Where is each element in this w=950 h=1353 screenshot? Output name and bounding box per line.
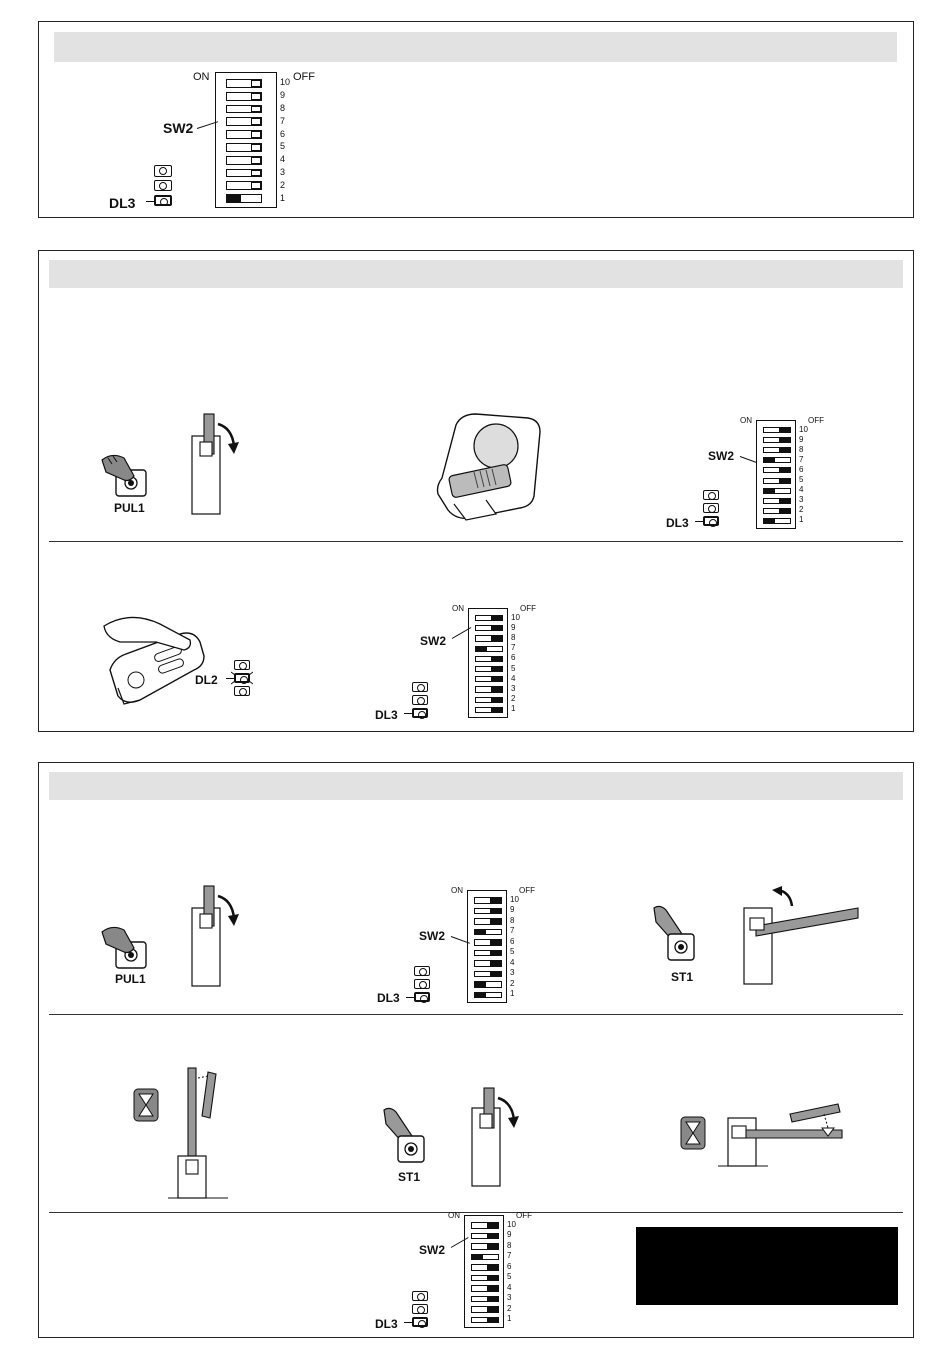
dip-knob (251, 131, 261, 138)
dip-number: 7 (510, 926, 515, 936)
dip-toggle-5[interactable] (763, 478, 791, 484)
dip-number: 9 (511, 622, 516, 632)
dip-number: 10 (507, 1219, 516, 1229)
dip-knob (779, 468, 790, 472)
dip-knob (487, 1265, 498, 1270)
blink-rays-icon (231, 670, 253, 686)
section-3-header-bar (49, 772, 903, 800)
press-st1-illustration (652, 904, 702, 968)
dip-toggle-8[interactable] (475, 635, 503, 641)
hourglass-icon (680, 1116, 706, 1150)
barrier-post-illustration (190, 882, 250, 988)
dip-toggle-7[interactable] (474, 929, 502, 936)
dip-toggle-5[interactable] (471, 1275, 499, 1282)
dip-number: 10 (799, 424, 808, 434)
dip-number: 1 (507, 1314, 512, 1324)
dip-knob (491, 636, 502, 640)
section-3-divider-1 (49, 1014, 903, 1015)
dip-number: 5 (507, 1272, 512, 1282)
dip-on-label: ON (448, 1211, 460, 1220)
led-indicator (414, 992, 430, 1002)
led-indicator (703, 503, 719, 513)
dip-toggle-7[interactable] (471, 1254, 499, 1261)
sw2-label: SW2 (708, 449, 735, 463)
dip-number: 2 (280, 179, 286, 190)
press-st1-illustration (382, 1106, 432, 1168)
led-indicator (703, 516, 719, 526)
dip-toggle-9[interactable] (474, 908, 502, 915)
dip-toggle-2[interactable] (475, 697, 503, 703)
dip-number: 1 (510, 989, 515, 999)
dip-toggle-8[interactable] (763, 447, 791, 453)
dip-knob (764, 489, 775, 493)
dip-number: 4 (511, 673, 516, 683)
dip-toggle-5[interactable] (226, 143, 262, 152)
section-1-header-bar (54, 32, 897, 62)
dip-number: 9 (280, 90, 286, 101)
sw2-label: SW2 (420, 634, 447, 648)
barrier-lowering-illustration (168, 1064, 234, 1200)
led-leader (146, 201, 154, 202)
dip-number: 10 (280, 77, 291, 88)
dip-switch-body (467, 890, 507, 1003)
dip-toggle-1[interactable] (474, 992, 502, 999)
dip-knob (251, 182, 261, 189)
dip-toggle-3[interactable] (763, 498, 791, 504)
press-button-illustration (100, 448, 160, 500)
dip-switch-body (468, 608, 508, 718)
dip-number: 8 (510, 915, 515, 925)
dip-knob (490, 898, 501, 903)
dip-knob (490, 951, 501, 956)
dl3-label: DL3 (109, 195, 136, 211)
led-leader (404, 1322, 412, 1323)
dip-number: 2 (507, 1303, 512, 1313)
dip-knob (487, 1297, 498, 1302)
dip-knob (491, 616, 502, 620)
dip-knob (487, 1244, 498, 1249)
led-indicator (154, 180, 172, 192)
dip-knob (490, 940, 501, 945)
dip-knob (487, 1318, 498, 1323)
dip-number: 1 (799, 515, 804, 525)
dip-knob (779, 499, 790, 503)
dip-switch-body (215, 72, 277, 208)
dip-toggle-7[interactable] (763, 457, 791, 463)
dip-toggle-10[interactable] (763, 427, 791, 433)
hourglass-icon (133, 1088, 159, 1122)
dip-toggle-2[interactable] (474, 981, 502, 988)
dip-knob (251, 106, 261, 113)
warning-black-box (636, 1227, 898, 1305)
dip-off-label: OFF (520, 604, 536, 613)
led-indicator (234, 660, 250, 670)
dip-knob (251, 157, 261, 164)
dip-toggle-6[interactable] (471, 1264, 499, 1271)
dip-toggle-4[interactable] (474, 960, 502, 967)
sw2-label: SW2 (163, 120, 194, 136)
dip-knob (779, 428, 790, 432)
pul1-label: PUL1 (114, 501, 145, 515)
led-indicator (412, 1291, 428, 1301)
led-indicator (412, 708, 428, 718)
dip-number: 5 (510, 947, 515, 957)
dip-number: 5 (799, 475, 804, 485)
dip-off-label: OFF (293, 71, 315, 83)
dl2-label: DL2 (195, 673, 218, 687)
sw2-label: SW2 (419, 1243, 446, 1257)
dip-knob (251, 80, 261, 87)
dip-number: 1 (511, 704, 516, 714)
dip-knob (490, 961, 501, 966)
dip-on-label: ON (452, 604, 464, 613)
dip-knob (491, 626, 502, 630)
dip-number: 1 (280, 192, 286, 203)
dip-number: 6 (510, 936, 515, 946)
led-indicator (234, 686, 250, 696)
dip-toggle-7[interactable] (226, 117, 262, 126)
led-indicator (412, 1304, 428, 1314)
dip-knob (487, 1286, 498, 1291)
dip-number: 9 (799, 434, 804, 444)
pul1-label: PUL1 (115, 972, 146, 986)
led-leader (404, 713, 412, 714)
dip-toggle-8[interactable] (474, 918, 502, 925)
dip-toggle-2[interactable] (763, 508, 791, 514)
barrier-post-illustration (470, 1084, 530, 1188)
barrier-closing-illustration (718, 1100, 844, 1172)
section-2-divider (49, 541, 903, 542)
dip-toggle-2[interactable] (226, 181, 262, 190)
dip-toggle-4[interactable] (763, 488, 791, 494)
led-indicator (412, 1317, 428, 1327)
dip-toggle-1[interactable] (471, 1317, 499, 1324)
led-leader (406, 997, 414, 998)
dip-toggle-3[interactable] (226, 169, 262, 178)
dip-number: 4 (799, 485, 804, 495)
dip-knob (475, 982, 486, 987)
dip-knob (251, 93, 261, 100)
dip-toggle-6[interactable] (226, 130, 262, 139)
dip-number: 5 (511, 663, 516, 673)
dip-toggle-10[interactable] (471, 1222, 499, 1229)
dip-number: 3 (511, 684, 516, 693)
led-indicator (703, 490, 719, 500)
remote-battery-illustration (436, 410, 546, 525)
dip-knob (490, 919, 501, 924)
dip-switch-body (756, 420, 796, 529)
dip-toggle-1[interactable] (226, 194, 262, 203)
dip-toggle-10[interactable] (474, 897, 502, 904)
led-indicator (154, 165, 172, 177)
dip-toggle-10[interactable] (475, 615, 503, 621)
dip-toggle-9[interactable] (475, 625, 503, 631)
dip-number: 8 (799, 444, 804, 454)
dip-knob (779, 509, 790, 513)
dip-off-label: OFF (519, 886, 535, 895)
dip-knob (764, 519, 775, 523)
dip-knob (227, 195, 241, 202)
dip-number: 6 (280, 128, 286, 139)
dip-toggle-3[interactable] (471, 1296, 499, 1303)
dip-number: 4 (507, 1282, 512, 1292)
dip-number: 8 (507, 1240, 512, 1250)
dip-number: 7 (799, 454, 804, 464)
dip-toggle-6[interactable] (474, 939, 502, 946)
dip-knob (251, 170, 261, 177)
led-indicator (412, 695, 428, 705)
dip-toggle-6[interactable] (475, 656, 503, 662)
dip-knob (491, 698, 502, 702)
dip-toggle-1[interactable] (475, 707, 503, 713)
section-3-divider-2 (49, 1212, 903, 1213)
dl3-label: DL3 (375, 1317, 398, 1331)
dip-number: 10 (510, 894, 519, 904)
dip-knob (251, 118, 261, 125)
press-button-illustration (100, 920, 160, 972)
dip-on-label: ON (740, 416, 752, 425)
dip-toggle-3[interactable] (474, 971, 502, 978)
dip-knob (779, 448, 790, 452)
dl3-label: DL3 (377, 991, 400, 1005)
dip-number: 3 (799, 495, 804, 505)
dl3-label: DL3 (666, 516, 689, 530)
dl3-label: DL3 (375, 708, 398, 722)
dip-number: 6 (511, 653, 516, 663)
dip-knob (472, 1255, 483, 1260)
dip-number: 4 (280, 154, 286, 165)
dip-number: 6 (507, 1261, 512, 1271)
barrier-post-illustration (190, 410, 250, 516)
dip-off-label: OFF (516, 1211, 532, 1220)
dip-number: 9 (507, 1230, 512, 1240)
dip-number: 10 (511, 612, 520, 622)
dip-number: 3 (507, 1293, 512, 1303)
dip-toggle-8[interactable] (471, 1243, 499, 1250)
led-indicator (414, 979, 430, 989)
dip-knob (491, 677, 502, 681)
dip-number: 2 (511, 694, 516, 704)
dip-knob (491, 687, 502, 691)
dip-number: 7 (511, 643, 516, 653)
dip-knob (487, 1234, 498, 1239)
dip-on-label: ON (193, 71, 210, 83)
dip-knob (487, 1276, 498, 1281)
dip-toggle-4[interactable] (226, 156, 262, 165)
dip-number: 6 (799, 464, 804, 474)
dip-number: 7 (507, 1251, 512, 1261)
sw2-label: SW2 (419, 929, 446, 943)
dip-toggle-4[interactable] (475, 676, 503, 682)
dip-toggle-1[interactable] (763, 518, 791, 524)
dip-number: 8 (511, 633, 516, 642)
dip-number: 5 (280, 141, 286, 152)
dip-toggle-4[interactable] (471, 1285, 499, 1292)
dip-number: 4 (510, 957, 515, 967)
barrier-horizontal-illustration (742, 886, 862, 986)
dip-toggle-9[interactable] (763, 437, 791, 443)
st1-label: ST1 (671, 970, 694, 984)
dip-number: 3 (280, 167, 286, 177)
dip-knob (779, 438, 790, 442)
dip-number: 7 (280, 115, 286, 126)
section-2-header-bar (49, 260, 903, 288)
dip-knob (476, 647, 487, 651)
dip-number: 2 (510, 978, 515, 988)
dip-knob (491, 708, 502, 712)
dip-knob (490, 972, 501, 977)
dip-toggle-2[interactable] (471, 1306, 499, 1313)
dip-toggle-8[interactable] (226, 105, 262, 114)
dip-off-label: OFF (808, 416, 824, 425)
dip-knob (487, 1307, 498, 1312)
dip-toggle-5[interactable] (475, 666, 503, 672)
remote-press-illustration (100, 604, 208, 708)
dip-number: 3 (510, 968, 515, 978)
dip-number: 2 (799, 505, 804, 515)
st1-label: ST1 (398, 1170, 421, 1184)
dip-knob (764, 458, 775, 462)
dip-toggle-9[interactable] (226, 92, 262, 101)
dip-toggle-5[interactable] (474, 950, 502, 957)
dip-knob (475, 930, 486, 935)
dip-knob (251, 144, 261, 151)
dip-knob (487, 1223, 498, 1228)
led-indicator (414, 966, 430, 976)
dip-toggle-7[interactable] (475, 646, 503, 652)
dip-knob (475, 993, 486, 998)
dip-knob (491, 657, 502, 661)
led-indicator (154, 195, 172, 207)
dip-knob (779, 479, 790, 483)
dip-number: 9 (510, 905, 515, 915)
dip-toggle-10[interactable] (226, 79, 262, 88)
dip-on-label: ON (451, 886, 463, 895)
dip-toggle-6[interactable] (763, 467, 791, 473)
dip-toggle-3[interactable] (475, 686, 503, 692)
dip-toggle-9[interactable] (471, 1233, 499, 1240)
dip-knob (490, 909, 501, 914)
dip-switch-body (464, 1215, 504, 1328)
led-leader (695, 521, 703, 522)
dip-number: 8 (280, 103, 286, 113)
led-indicator (412, 682, 428, 692)
dip-knob (491, 667, 502, 671)
